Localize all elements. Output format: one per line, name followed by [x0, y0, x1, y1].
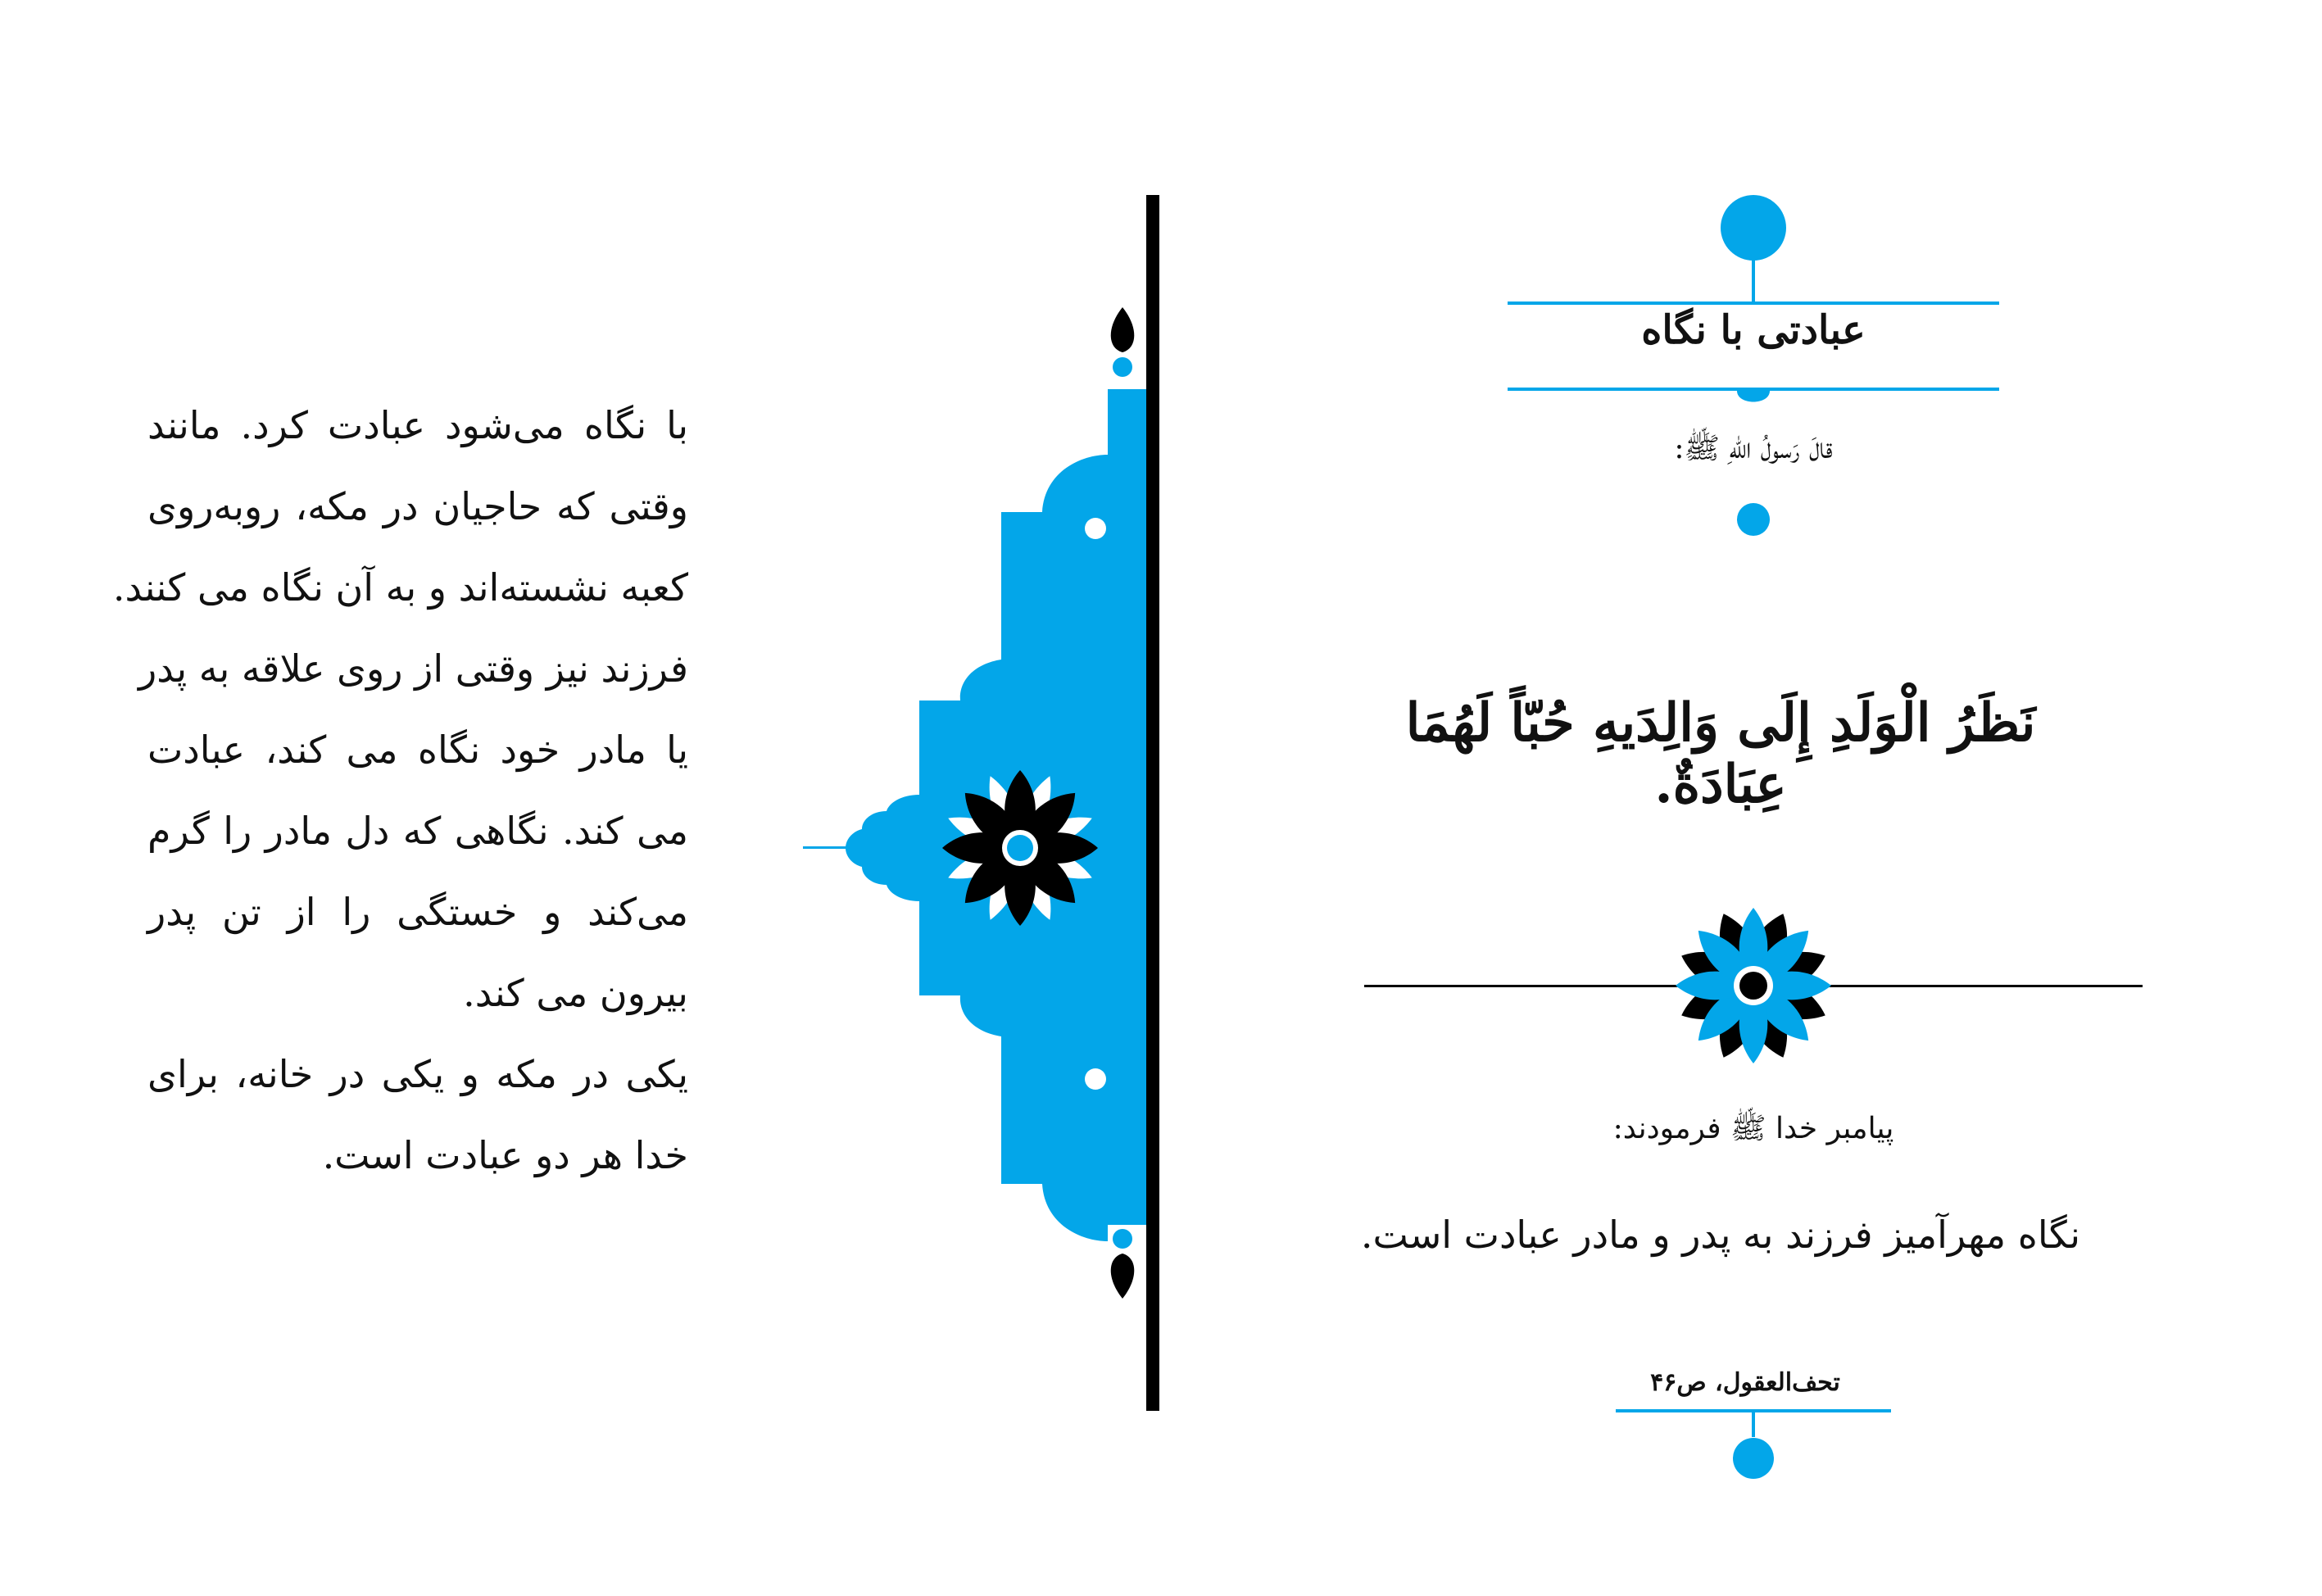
body-paragraph [112, 385, 688, 1196]
source-rule [1616, 1409, 1891, 1412]
paragraph-line: با نگاه می‌شود عبادت کرد. مانند [147, 403, 688, 447]
stub-line [803, 846, 852, 849]
drop-icon [1111, 307, 1135, 352]
narrator-line: قالَ رَسولُ اللهِ ﷺ: [1674, 432, 1833, 465]
title-rule-top [1508, 302, 1999, 305]
hadith-arabic: نَظَرُ الْوَلَدِ إِلَى وَالِدَيهِ حُبّاً لَهُمَا عِبَادَةٌ. [1405, 692, 2036, 815]
niche-dot [1085, 1068, 1106, 1090]
paragraph-line: فرزند نیز وقتی از روی علاقه به پدر [138, 646, 688, 691]
ornament-divider [787, 188, 1163, 1417]
title-tab [1737, 391, 1770, 402]
paragraph-line: کعبه نشسته‌اند و به آن نگاه می کنند. [112, 565, 688, 610]
flower-icon [1675, 907, 1831, 1063]
finial-dot [1113, 1229, 1132, 1249]
flower-icon [942, 770, 1098, 926]
niche-dot [1085, 518, 1106, 539]
right-page-decorations [1344, 180, 2163, 1508]
paragraph-line: خدا هر دو عبادت است. [322, 1133, 688, 1177]
drop-icon [1111, 1254, 1135, 1299]
paragraph-line: یکی در مکه و یکی در خانه، برای [147, 1052, 688, 1096]
paragraph-line: یا مادر خود نگاه می کند، عبادت [147, 728, 688, 772]
paragraph-line: می کند. نگاهی که دل مادر را گرم [147, 809, 688, 853]
vertical-rule [1146, 195, 1159, 1411]
paragraph-line: وقتی که حاجیان در مکه، روبه‌روی [147, 484, 688, 528]
bottom-stem [1752, 1412, 1755, 1437]
title-rule-bottom [1508, 388, 1999, 391]
page-title: عبادتی با نگاه [1641, 307, 1866, 353]
source-citation: تحف‌العقول، ص۴۶ [1650, 1368, 1840, 1397]
hadith-translation: نگاه مهرآمیز فرزند به پدر و مادر عبادت است. [1360, 1213, 2081, 1257]
top-stem [1752, 258, 1755, 303]
top-dot [1721, 195, 1786, 261]
prophet-said-line: پیامبر خدا ﷺ فرمودند: [1612, 1112, 1894, 1145]
finial-dot [1113, 357, 1132, 377]
small-dot [1737, 503, 1770, 536]
paragraph-line: بیرون می کند. [463, 971, 688, 1015]
paragraph-line: می‌کند و خستگی را از تن پدر [147, 890, 688, 934]
bottom-dot [1733, 1438, 1774, 1479]
